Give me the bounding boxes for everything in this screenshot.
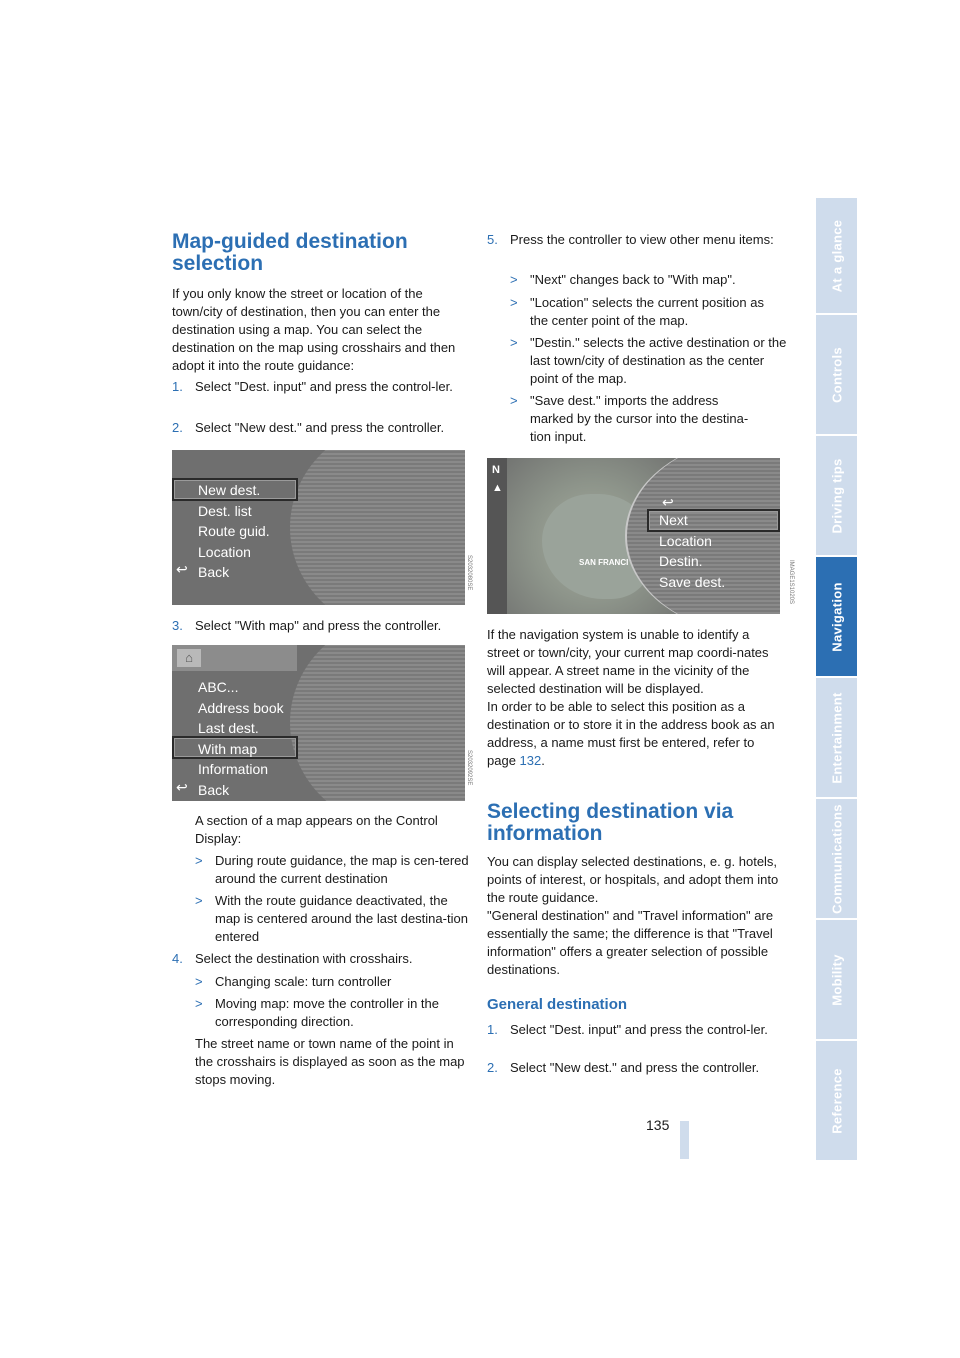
menu-item: Destin. — [659, 553, 703, 569]
control-display-screenshot-dest-menu — [172, 450, 465, 605]
image-code: S2032092SE — [466, 750, 472, 786]
bullet-item — [510, 392, 785, 446]
menu-item: New dest. — [198, 482, 261, 498]
tab-label: Mobility — [829, 953, 844, 1006]
tab-driving-tips[interactable] — [816, 436, 857, 557]
bullet-text: Changing scale: turn controller — [215, 974, 392, 989]
image-code: S2032080SE — [466, 555, 472, 591]
menu-item: Back — [198, 564, 230, 580]
tab-controls[interactable] — [816, 315, 857, 436]
step-2 — [172, 419, 472, 437]
step-1 — [487, 1021, 787, 1057]
step-number: 1. — [487, 1022, 498, 1037]
info-note: "General destination" and "Travel information" are essentially the same; the difference is that "Travel information" offers a greater selection of possible destinations. — [487, 908, 774, 977]
page-number: 135 — [646, 1117, 670, 1133]
menu-item: ABC... — [198, 679, 239, 695]
menu-item: Last dest. — [198, 720, 259, 736]
section-title: Map-guided destination selection — [172, 230, 408, 275]
menu-item: Location — [659, 532, 712, 549]
tab-label: Reference — [829, 1067, 844, 1134]
bullet-text: During route guidance, the map is cen-tered around the current destination — [215, 853, 469, 886]
bullet-marker-icon: > — [510, 295, 518, 310]
page-reference-link[interactable]: 132 — [519, 753, 542, 768]
map-note: A section of a map appears on the Control Display: — [195, 813, 438, 846]
step-number: 2. — [172, 420, 183, 435]
menu-item: Address book — [198, 699, 284, 716]
menu-item: Save dest. — [659, 573, 726, 590]
address-note-text: In order to be able to select this position as a destination or to store it in the address book as an address, a name must first be entered, refer to page — [487, 699, 775, 768]
bullet-marker-icon: > — [195, 893, 203, 908]
tab-label: Controls — [829, 346, 844, 403]
step-text: Select "Dest. input" and press the control-ler. — [195, 379, 453, 394]
step-3 — [172, 617, 472, 635]
menu-item: With map — [198, 740, 258, 757]
bullet-text: "Location" selects the current position as the center point of the map. — [530, 295, 764, 328]
step-text: Select "Dest. input" and press the control-ler. — [510, 1022, 768, 1037]
tab-label: Driving tips — [829, 457, 844, 534]
step-number: 5. — [487, 232, 498, 247]
bullet-item — [510, 334, 785, 388]
step-text: Select the destination with crosshairs. — [195, 951, 413, 966]
back-arrow-icon: ↩ — [176, 779, 188, 795]
tab-at-a-glance[interactable] — [816, 198, 857, 315]
bullet-marker-icon: > — [510, 272, 518, 287]
tab-mobility[interactable] — [816, 920, 857, 1041]
bullet-marker-icon: > — [195, 974, 203, 989]
home-icon: ⌂ — [177, 649, 201, 667]
control-display-screenshot-input-menu — [172, 645, 465, 801]
bullet-marker-icon: > — [510, 393, 518, 408]
bullet-text: "Destin." selects the active destination or the last town/city of destination as the center point of the map. — [530, 335, 787, 386]
tab-label: At a glance — [829, 219, 844, 292]
menu-item: Next — [659, 512, 688, 528]
step-1 — [172, 378, 472, 414]
tab-reference[interactable] — [816, 1041, 857, 1162]
step-5 — [487, 231, 787, 267]
bullet-item — [195, 852, 470, 888]
intro-paragraph: If you only know the street or location of the town/city of destination, then you can enter the destination using a map. You can select the destination on the map using crosshairs and then adopt it into the route guidance: — [172, 286, 456, 373]
bullet-text: Moving map: move the controller in the corresponding direction. — [215, 996, 439, 1029]
step-number: 2. — [487, 1060, 498, 1075]
menu-item: Back — [198, 781, 230, 798]
back-arrow-icon: ↩ — [662, 494, 674, 510]
street-note: The street name or town name of the point in the crosshairs is displayed as soon as the map stops moving. — [195, 1036, 465, 1087]
map-label: SAN FRANCI — [579, 558, 629, 567]
compass-arrow-icon: ▲ — [492, 482, 503, 494]
step-text: Select "New dest." and press the controller. — [510, 1060, 760, 1075]
menu-item: Information — [198, 761, 269, 777]
bullet-item — [195, 892, 470, 946]
menu-item: Dest. list — [198, 502, 252, 519]
step-4 — [172, 950, 472, 968]
step-text: Press the controller to view other menu items: — [510, 232, 774, 247]
control-display-screenshot-map-menu — [487, 458, 780, 614]
step-text: Select "New dest." and press the controller. — [195, 420, 445, 435]
tab-navigation[interactable] — [816, 557, 857, 678]
bullet-item — [510, 294, 785, 330]
step-number: 1. — [172, 379, 183, 394]
address-note — [487, 698, 782, 770]
address-note-suffix: . — [541, 753, 545, 768]
menu-list — [198, 480, 270, 583]
bullet-text: With the route guidance deactivated, the map is centered around the last destina-tion entered — [215, 893, 468, 944]
bullet-item — [195, 995, 470, 1031]
menu-item: Route guid. — [198, 523, 270, 539]
display-disc — [290, 450, 465, 605]
identify-note: If the navigation system is unable to identify a street or town/city, your current map coordi-nates will appear. A street name in the vicinity of the selected destination will be displayed. — [487, 627, 769, 696]
tab-label: Entertainment — [829, 691, 844, 784]
info-intro: You can display selected destinations, e. g. hotels, points of interest, or hospitals, and adopt them into the route guidance. — [487, 854, 779, 905]
page-marker — [680, 1121, 689, 1159]
step-text: Select "With map" and press the controller. — [195, 618, 442, 633]
bullet-item — [195, 973, 470, 991]
step-number: 4. — [172, 951, 183, 966]
bullet-marker-icon: > — [510, 335, 518, 350]
tab-communications[interactable] — [816, 799, 857, 920]
subsection-title: General destination — [487, 996, 628, 1013]
bullet-item — [510, 271, 785, 289]
bullet-text: "Save dest." imports the address marked by the cursor into the destina-tion input. — [530, 393, 749, 444]
bullet-marker-icon: > — [195, 996, 203, 1011]
menu-item: Location — [198, 543, 251, 560]
section-title: Selecting destination via information — [487, 800, 734, 845]
back-arrow-icon: ↩ — [176, 561, 188, 577]
tab-entertainment[interactable] — [816, 678, 857, 799]
tab-label: Communications — [829, 803, 844, 914]
image-code: IMAGE1S1020S — [788, 560, 794, 605]
menu-list — [659, 510, 725, 592]
menu-list — [198, 677, 284, 800]
bullet-marker-icon: > — [195, 853, 203, 868]
bullet-text: "Next" changes back to "With map". — [530, 272, 736, 287]
display-disc — [290, 645, 465, 801]
step-2 — [487, 1059, 787, 1077]
tab-label: Navigation — [829, 581, 844, 652]
north-compass-icon: N — [492, 464, 500, 476]
step-number: 3. — [172, 618, 183, 633]
